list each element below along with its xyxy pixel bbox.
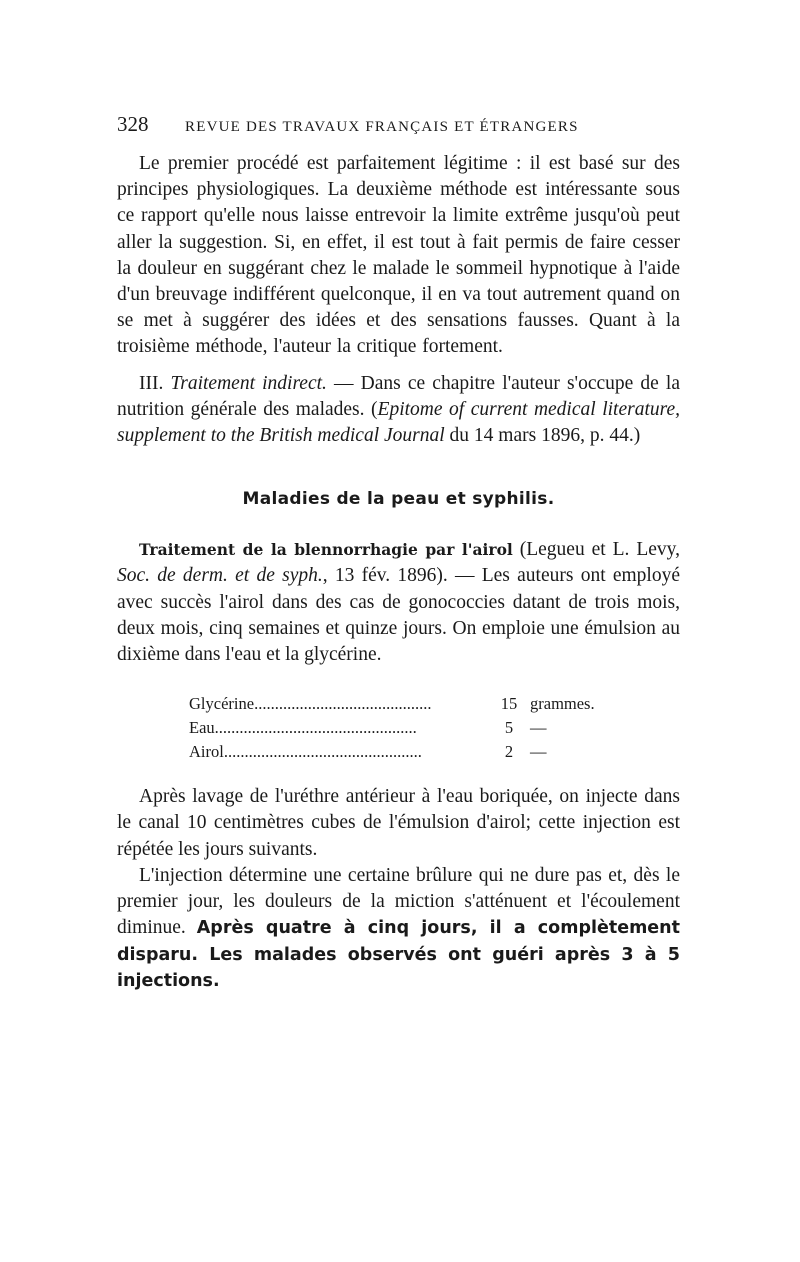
article-journal: Soc. de derm. et de syph. [117, 565, 323, 587]
recipe-ingredient: Airol................................................ [189, 742, 422, 762]
recipe-quantity: 2 [504, 742, 514, 762]
recipe-quantity: 5 [504, 718, 514, 738]
recipe-unit: — [530, 742, 547, 762]
article-body: , 13 fév. 1896). — Les auteurs ont employé avec succès l'airol dans des cas de gonococcies datant de trois mois, deux mois, cinq semaines et quinze jours. On emploie une émulsion au dixième dans l'eau et la glycérine. [117, 565, 681, 666]
article-head: Traitement de la blennorrhagie par l'airol [139, 540, 513, 560]
reference-date: du 14 mars 1896, p. 44.) [444, 425, 641, 447]
recipe-row [189, 740, 629, 764]
recipe-table [189, 692, 629, 764]
page [117, 112, 680, 995]
paragraph-results [117, 863, 680, 995]
results-text: L'injection détermine une certaine brûlure qui ne dure pas et, dès le premier jour, les douleurs de la miction s'atténuent et l'écoulement diminue. [117, 864, 680, 939]
subsection-title: Traitement indirect. [170, 372, 327, 394]
paragraph-text: — Dans ce chapitre l'auteur s'occupe de la nutrition générale des malades. ( [117, 372, 680, 420]
page-header [117, 112, 680, 137]
recipe-ingredient: Glycérine........................................... [189, 694, 432, 714]
recipe-quantity: 15 [500, 694, 518, 714]
reference-source: Epitome of current medical literature, supplement to the British medical Journal [117, 398, 681, 447]
section-number: III. [139, 372, 171, 394]
paragraph-traitement-indirect [117, 371, 680, 450]
article-authors: (Legueu et L. Levy, [512, 539, 681, 561]
results-conclusion: Après quatre à cinq jours, il a complètement disparu. Les malades observés ont guéri après 3 à 5 injections. [117, 918, 680, 992]
running-head: REVUE DES TRAVAUX FRANÇAIS ET ÉTRANGERS [185, 119, 579, 135]
recipe-unit: grammes. [530, 694, 595, 714]
recipe-row [189, 716, 629, 740]
recipe-ingredient: Eau................................................. [189, 718, 417, 738]
page-number: 328 [117, 112, 149, 136]
paragraph-intro: Le premier procédé est parfaitement légitime : il est basé sur des principes physiologiques. La deuxième méthode est intéressante sous ce rapport qu'elle nous laisse entrevoir la limite extrême jusqu'où peut aller la suggestion. Si, en effet, il est tout à fait permis de faire cesser la douleur en suggérant chez le malade le sommeil hypnotique à l'aide d'un breuvage indifférent quelconque, il en va tout autrement quand on se met à suggérer des idées et des sensations fausses. Quant à la troisième méthode, l'auteur la critique fortement. [117, 153, 680, 358]
paragraph-procedure: Après lavage de l'uréthre antérieur à l'eau boriquée, on injecte dans le canal 10 centimètres cubes de l'émulsion d'airol; cette injection est répétée les jours suivants. [117, 786, 680, 860]
article-paragraph [117, 537, 680, 668]
recipe-row [189, 692, 629, 716]
recipe-unit: — [530, 718, 547, 738]
section-title: Maladies de la peau et syphilis. [242, 489, 555, 510]
